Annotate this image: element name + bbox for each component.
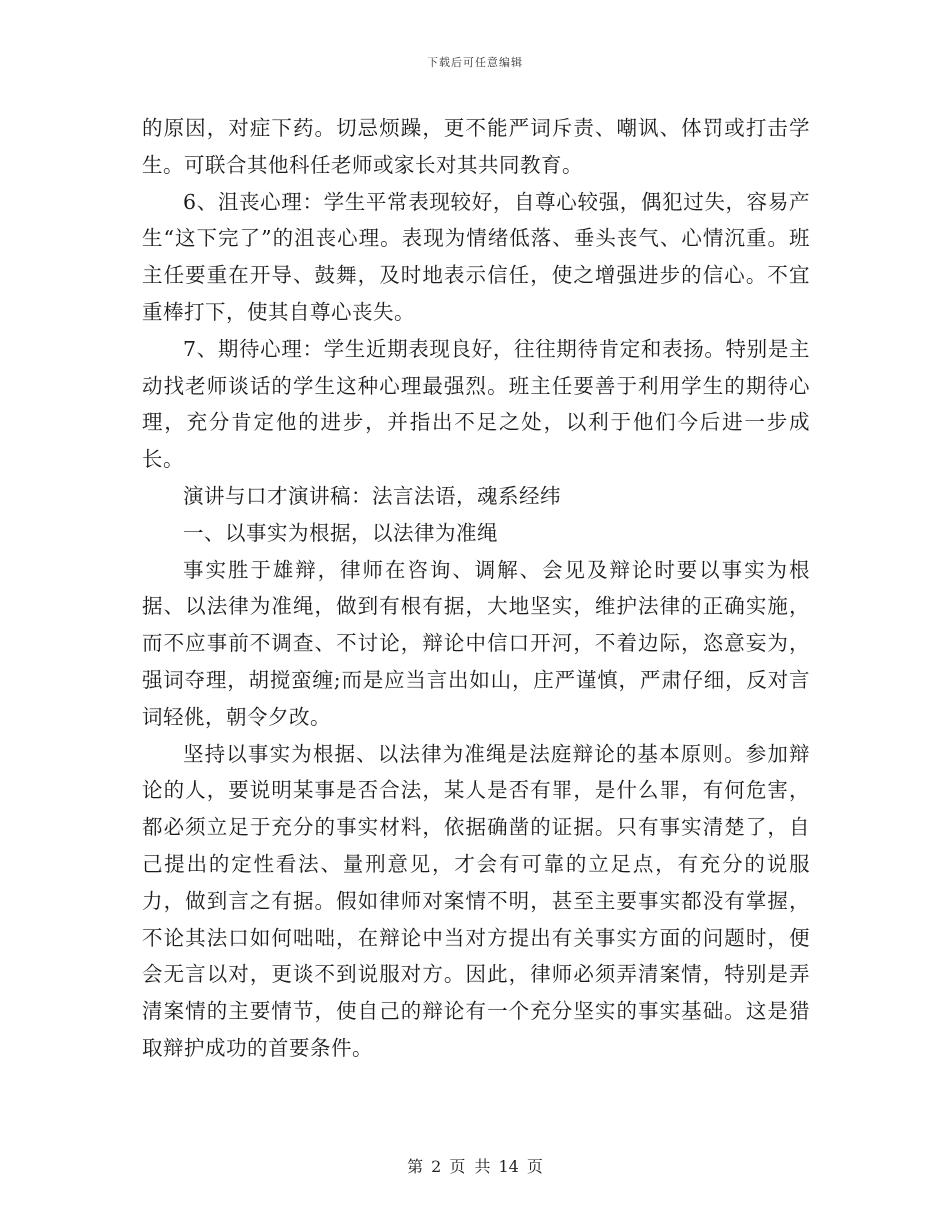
footer-total-pages: 14 bbox=[498, 1157, 519, 1176]
page-footer bbox=[0, 1154, 950, 1177]
section-heading: 一、以事实为根据，以法律为准绳 bbox=[183, 520, 498, 545]
paragraph: 事实胜于雄辩，律师在咨询、调解、会见及辩论时要以事实为根据、以法律为准绳，做到有根有据，大地坚实，维护法律的正确实施，而不应事前不调查、不讨论，辩论中信口开河，不着边际，恣意妄为，强词夺理，胡搅蛮缠;而是应当言出如山，庄严谨慎，严肃仔细，反对言词轻佻，朝令夕改。 bbox=[142, 557, 810, 729]
paragraph: 7、期待心理：学生近期表现良好，往往期待肯定和表扬。特别是主动找老师谈话的学生这种心理最强烈。班主任要善于利用学生的期待心理，充分肯定他的进步，并指出不足之处，以利于他们今后进一步成长。 bbox=[142, 336, 810, 472]
paragraph: 坚持以事实为根据、以法律为准绳是法庭辩论的基本原则。参加辩论的人，要说明某事是否合法，某人是否有罪，是什么罪，有何危害，都必须立足于充分的事实材料，依据确凿的证据。只有事实清楚了，自己提出的定性看法、量刑意见，才会有可靠的立足点，有充分的说服力，做到言之有据。假如律师对案情不明，甚至主要事实都没有掌握，不论其法口如何咄咄，在辩论中当对方提出有关事实方面的问题时，便会无言以对，更谈不到说服对方。因此，律师必须弄清案情，特别是弄清案情的主要情节，使自己的辩论有一个充分坚实的事实基础。这是猎取辩护成功的首要条件。 bbox=[142, 741, 810, 1060]
footer-prefix: 第 bbox=[407, 1157, 424, 1176]
section-title: 演讲与口才演讲稿：法言法语，魂系经纬 bbox=[183, 483, 561, 508]
document-body bbox=[142, 110, 810, 1067]
footer-middle: 页 共 bbox=[449, 1157, 491, 1176]
page-header-note: 下载后可任意编辑 bbox=[427, 56, 523, 69]
paragraph: 的原因，对症下药。切忌烦躁，更不能严词斥责、嘲讽、体罚或打击学生。可联合其他科任老师或家长对其共同教育。 bbox=[142, 116, 810, 177]
footer-page-number: 2 bbox=[431, 1157, 442, 1176]
footer-suffix: 页 bbox=[526, 1157, 543, 1176]
paragraph: 6、沮丧心理：学生平常表现较好，自尊心较强，偶犯过失，容易产生“这下完了”的沮丧心理。表现为情绪低落、垂头丧气、心情沉重。班主任要重在开导、鼓舞，及时地表示信任，使之增强进步的信心。不宜重棒打下，使其自尊心丧失。 bbox=[142, 189, 810, 324]
